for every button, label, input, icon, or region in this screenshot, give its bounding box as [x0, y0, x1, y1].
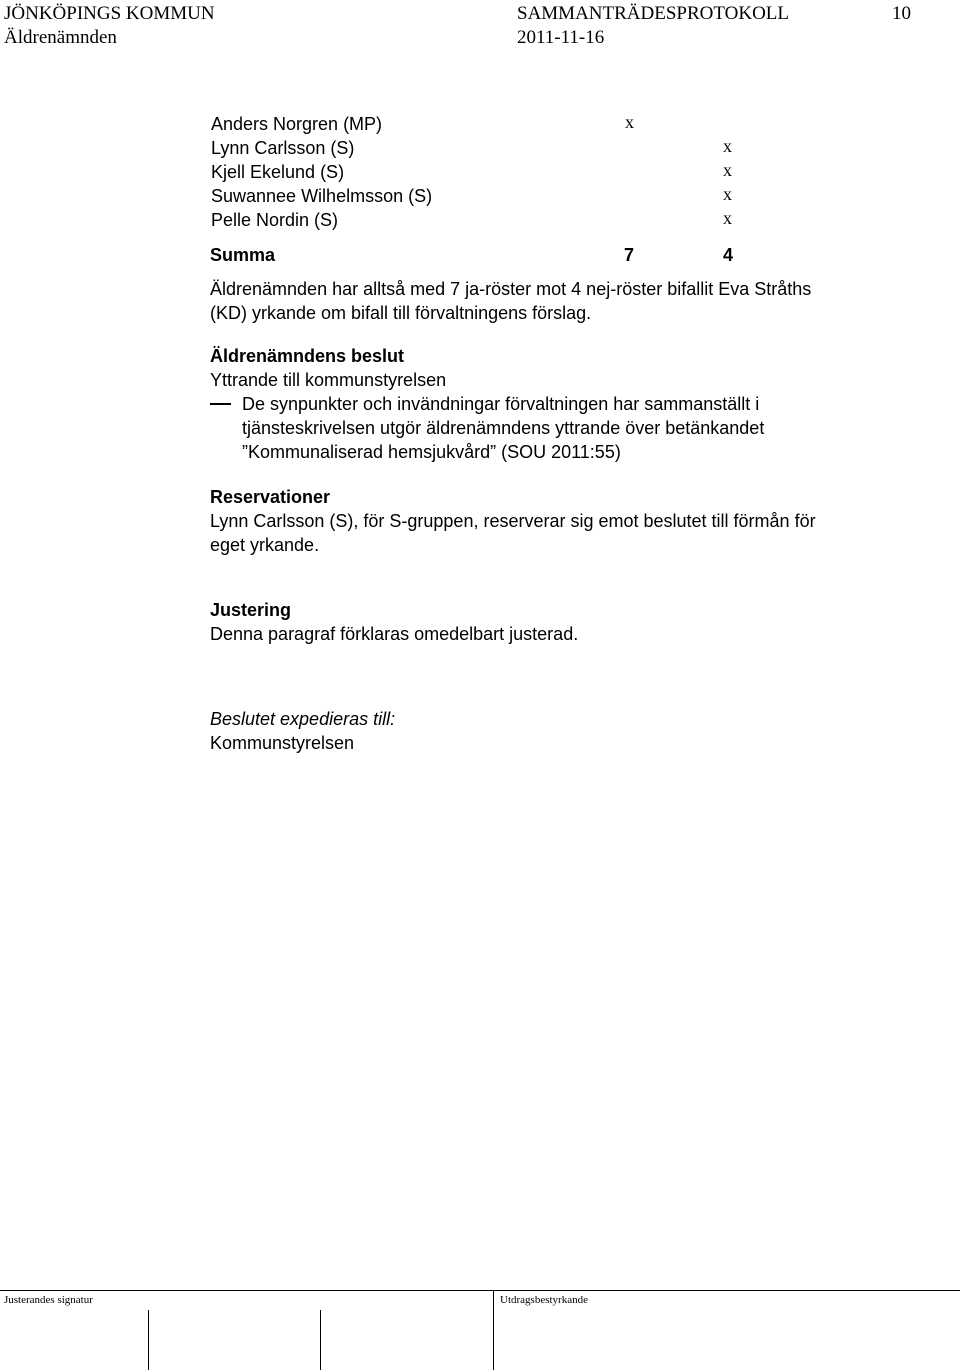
beslut-subheading: Yttrande till kommunstyrelsen [210, 370, 447, 390]
beslut-item-line-2: tjänsteskrivelsen utgör äldrenämndens yttrande över betänkandet [242, 418, 765, 438]
header-committee: Äldrenämnden [4, 27, 117, 48]
beslut-heading: Äldrenämndens beslut [210, 346, 405, 366]
dash-bullet [210, 403, 231, 405]
voter-name: Suwannee Wilhelmsson (S) [211, 186, 433, 206]
vote-nej-mark: x [723, 160, 732, 180]
result-line-2: (KD) yrkande om bifall till förvaltningens förslag. [210, 303, 592, 323]
vote-nej-mark: x [723, 136, 732, 156]
page-number: 10 [892, 3, 911, 24]
expediering-label: Beslutet expedieras till: [210, 709, 396, 729]
voter-name: Anders Norgren (MP) [211, 114, 383, 134]
reservationer-heading: Reservationer [210, 487, 331, 507]
footer-center-divider [493, 1290, 494, 1370]
vote-nej-mark: x [723, 184, 732, 204]
extract-certifier-label: Utdragsbestyrkande [500, 1294, 588, 1306]
result-line-1: Äldrenämnden har alltså med 7 ja-röster mot 4 nej-röster bifallit Eva Stråths [210, 279, 812, 299]
summa-nej: 4 [723, 245, 734, 265]
header-date: 2011-11-16 [517, 27, 605, 48]
vote-ja-mark: x [625, 112, 634, 132]
summa-label: Summa [210, 245, 276, 265]
summa-ja: 7 [624, 245, 635, 265]
footer-divider [0, 1290, 960, 1291]
signature-label: Justerandes signatur [4, 1294, 93, 1306]
voter-name: Pelle Nordin (S) [211, 210, 339, 230]
header-org: JÖNKÖPINGS KOMMUN [4, 3, 215, 24]
vote-nej-mark: x [723, 208, 732, 228]
signature-box-divider [320, 1310, 321, 1370]
voter-name: Kjell Ekelund (S) [211, 162, 345, 182]
voter-name: Lynn Carlsson (S) [211, 138, 355, 158]
header-doc-type: SAMMANTRÄDESPROTOKOLL [517, 3, 790, 24]
reservationer-line-1: Lynn Carlsson (S), för S-gruppen, reserverar sig emot beslutet till förmån för [210, 511, 816, 531]
reservationer-line-2: eget yrkande. [210, 535, 320, 555]
beslut-item-line-1: De synpunkter och invändningar förvaltningen har sammanställt i [242, 394, 760, 414]
expediering-recipient: Kommunstyrelsen [210, 733, 355, 753]
justering-heading: Justering [210, 600, 292, 620]
beslut-item-line-3: ”Kommunaliserad hemsjukvård” (SOU 2011:55) [242, 442, 621, 462]
signature-box-divider [148, 1310, 149, 1370]
justering-text: Denna paragraf förklaras omedelbart justerad. [210, 624, 579, 644]
